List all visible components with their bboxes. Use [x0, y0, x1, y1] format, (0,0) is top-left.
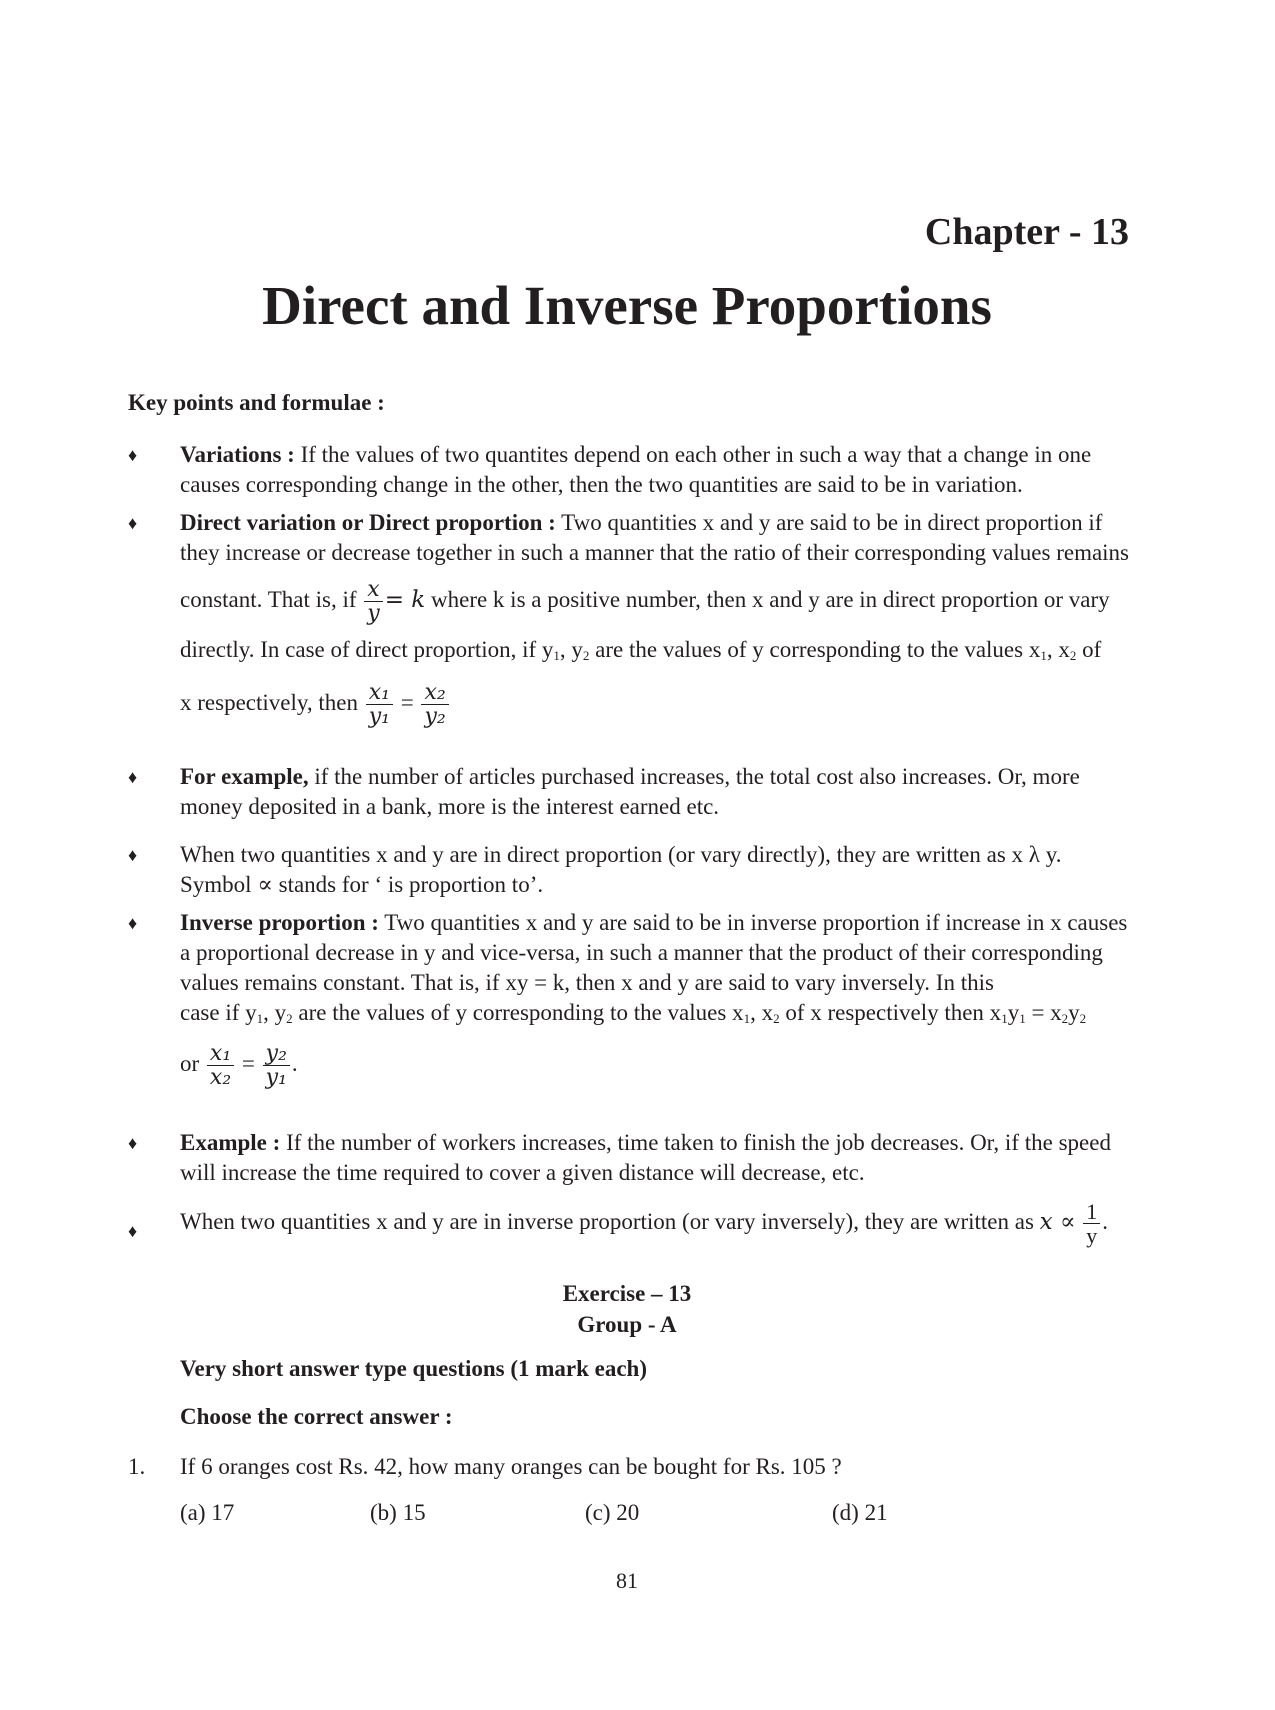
option-a[interactable]: (a) 17	[180, 1500, 235, 1525]
term-inverse-proportion: Inverse proportion :	[180, 910, 379, 935]
subscript: 1	[1040, 648, 1047, 664]
text-inverse-1: Two quantities x and y are said to be in inverse proportion if increase in x causes a proportional decrease in y and vice-versa, in such a manner that the product of their corresponding values remains constant. That is, if xy = k, then x and y are said to vary inversely. In this	[180, 910, 1128, 995]
equals-sign: =	[400, 690, 414, 716]
diamond-bullet-icon: ♦	[128, 767, 138, 787]
text-direct-notation: When two quantities x and y are in direct proportion (or vary directly), they are written as x λ y. Symbol ∝ stands for ‘ is proportion to’.	[180, 842, 1062, 897]
subscript: 1	[743, 1011, 751, 1026]
term-variations: Variations :	[180, 442, 295, 467]
x-proportional-expression: x ∝	[1039, 1208, 1076, 1235]
diamond-bullet-icon: ♦	[128, 445, 138, 465]
equals-k: = k	[384, 586, 426, 613]
term-for-example: For example,	[180, 764, 309, 789]
subscript: 2	[1069, 648, 1077, 664]
text-direct-3b: , y	[559, 637, 583, 663]
subscript: 2	[286, 1011, 293, 1026]
text-inverse-2c: are the values of y corresponding to the values x	[292, 1000, 744, 1025]
fraction-x1-over-x2: $\frac{\text{x₁}}{\text{x₂}}$	[207, 1042, 234, 1089]
option-b[interactable]: (b) 15	[370, 1500, 426, 1525]
option-d[interactable]: (d) 21	[832, 1500, 888, 1525]
bullet-example	[128, 1128, 1130, 1188]
text-for-example: if the number of articles purchased increases, the total cost also increases. Or, more money deposited in a bank, more is the interest earned etc.	[180, 764, 1080, 819]
text-variations: If the values of two quantites depend on each other in such a way that a change in one causes corresponding change in the other, then the two quantities are said to be in variation.	[180, 442, 1092, 497]
diamond-bullet-icon: ♦	[128, 845, 138, 865]
bullet-direct-proportion	[128, 508, 1130, 728]
text-example: If the number of workers increases, time taken to finish the job decreases. Or, if the speed will increase the time required to cover a given distance will decrease, etc.	[180, 1130, 1111, 1185]
text-or: or	[180, 1050, 200, 1076]
diamond-bullet-icon: ♦	[128, 1133, 138, 1153]
chapter-label: Chapter - 13	[924, 211, 1129, 253]
subscript: 1	[256, 1011, 264, 1026]
exercise-heading	[0, 1278, 1254, 1340]
instruction-heading: Choose the correct answer :	[180, 1404, 453, 1429]
text-inverse-2f: y	[1007, 1000, 1020, 1025]
subscript: 1	[1019, 1011, 1026, 1026]
diamond-bullet-icon: ♦	[128, 513, 138, 533]
question-type-heading: Very short answer type questions (1 mark each)	[180, 1356, 648, 1381]
subscript: 2	[1061, 1011, 1069, 1026]
text-inverse-2g: = x	[1025, 1000, 1062, 1025]
question-text: If 6 oranges cost Rs. 42, how many oranges can be bought for Rs. 105 ?	[180, 1454, 842, 1479]
term-direct-proportion: Direct variation or Direct proportion :	[180, 510, 556, 535]
fraction-x-over-y: $\frac{x}{y}$	[364, 578, 382, 625]
subscript: 1	[553, 648, 560, 664]
option-c[interactable]: (c) 20	[585, 1500, 640, 1525]
bullet-inverse-notation	[128, 1200, 1130, 1247]
bullet-inverse-proportion	[128, 908, 1130, 1089]
text-inverse-2e: of x respectively then x	[779, 1000, 1002, 1025]
text-direct-1: Two quantities x and y are said to be in direct proportion if they increase or decrease together in such a manner that the ratio of their corresponding values remains	[180, 510, 1130, 565]
period: .	[291, 1050, 298, 1076]
term-example: Example :	[180, 1130, 281, 1155]
exercise-title: Exercise – 13	[562, 1281, 692, 1306]
bullet-direct-notation	[128, 840, 1130, 900]
text-direct-3e: of	[1076, 637, 1102, 663]
bullet-for-example	[128, 762, 1130, 822]
page-number: 81	[616, 1568, 638, 1593]
text-direct-3d: , x	[1046, 637, 1070, 663]
diamond-bullet-icon: ♦	[128, 1221, 138, 1241]
bullet-variations	[128, 440, 1130, 500]
text-inverse-2d: , x	[750, 1000, 774, 1025]
fraction-x1-over-y1: $\frac{\text{x₁}}{\text{y₁}}$	[366, 681, 393, 728]
subscript: 1	[1001, 1011, 1008, 1026]
chapter-title: Direct and Inverse Proportions	[262, 275, 992, 336]
diamond-bullet-icon: ♦	[128, 913, 138, 933]
fraction-1-over-y: $\frac{1}{y}$	[1083, 1200, 1100, 1247]
subscript: 2	[773, 1011, 780, 1026]
text-direct-2b: where k is a positive number, then x and y are in direct proportion or vary	[425, 586, 1110, 612]
text-inverse-notation: When two quantities x and y are in inverse proportion (or vary inversely), they are written as	[180, 1208, 1034, 1234]
text-inverse-2b: , y	[263, 1000, 287, 1025]
subscript: 2	[582, 648, 590, 664]
exercise-group: Group - A	[577, 1312, 677, 1337]
fraction-y2-over-y1: $\frac{\text{y₂}}{\text{y₁}}$	[263, 1042, 290, 1089]
text-inverse-2h: y	[1068, 1000, 1080, 1025]
question-1	[128, 1454, 842, 1480]
text-direct-4: x respectively, then	[180, 690, 358, 716]
text-inverse-2a: case if y	[180, 1000, 257, 1025]
question-number: 1.	[128, 1454, 146, 1479]
text-direct-3a: directly. In case of direct proportion, if y	[180, 637, 554, 663]
subscript: 2	[1079, 1011, 1087, 1026]
key-points-heading: Key points and formulae :	[128, 390, 385, 415]
text-direct-3c: are the values of y corresponding to the values x	[589, 637, 1041, 663]
text-direct-2a: constant. That is, if	[180, 586, 357, 612]
equals-sign: =	[241, 1050, 255, 1076]
period: .	[1102, 1208, 1109, 1234]
fraction-x2-over-y2: $\frac{\text{x₂}}{\text{y₂}}$	[421, 681, 448, 728]
